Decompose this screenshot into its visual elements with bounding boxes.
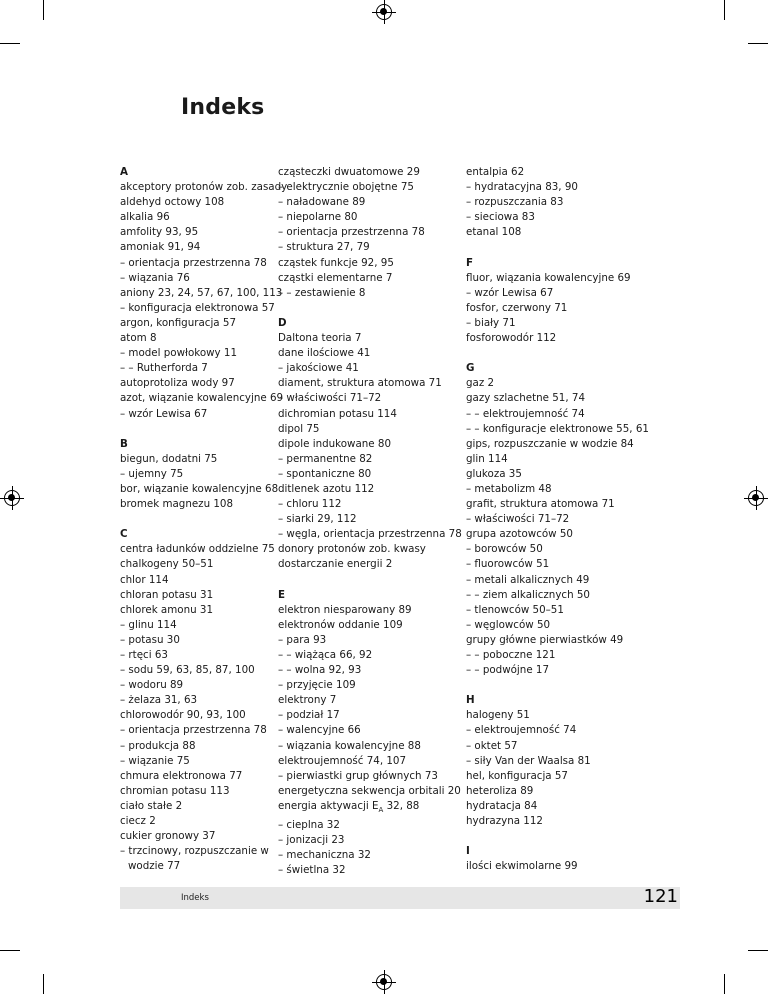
index-letter-heading: H <box>466 694 475 707</box>
index-entry: – sodu 59, 63, 85, 87, 100 <box>120 664 255 677</box>
index-entry: – orientacja przestrzenna 78 <box>278 226 425 239</box>
index-entry: cząsteczki dwuatomowe 29 <box>278 166 420 178</box>
index-column-2 <box>278 165 468 878</box>
index-gap <box>278 573 468 588</box>
index-entry: – wzór Lewisa 67 <box>466 286 554 299</box>
index-entry: glin 114 <box>466 452 508 465</box>
index-entry: – wiązania 76 <box>120 271 190 284</box>
index-entry: – wiązanie 75 <box>120 754 190 767</box>
index-entry: dipol 75 <box>278 422 320 435</box>
index-entry: – para 93 <box>278 633 327 646</box>
index-entry: grupy główne pierwiastków 49 <box>466 633 624 646</box>
index-entry: – ujemny 75 <box>120 467 184 480</box>
crop-mark-br-v <box>724 974 725 994</box>
index-gap <box>466 346 656 361</box>
index-entry: chloran potasu 31 <box>120 588 214 601</box>
index-entry: bromek magnezu 108 <box>120 498 234 511</box>
crop-mark-br-h <box>748 950 768 951</box>
index-entry: – elektrycznie obojętne 75 <box>278 181 414 194</box>
index-entry: hel, konfiguracja 57 <box>466 769 568 782</box>
index-entry: elektroujemność 74, 107 <box>278 754 407 767</box>
index-entry: grafit, struktura atomowa 71 <box>466 498 615 511</box>
index-gap <box>466 678 656 693</box>
index-entry: – niepolarne 80 <box>278 211 358 224</box>
index-letter-heading: C <box>120 528 128 541</box>
index-entry: – sieciowa 83 <box>466 211 535 224</box>
index-entry: chmura elektronowa 77 <box>120 769 243 782</box>
index-entry: – struktura 27, 79 <box>278 241 370 254</box>
index-entry: – elektroujemność 74 <box>466 724 577 737</box>
index-entry: elektron niesparowany 89 <box>278 603 412 616</box>
index-letter-heading: F <box>466 256 474 269</box>
index-entry: centra ładunków oddzielne 75 <box>120 543 275 556</box>
index-entry: – rtęci 63 <box>120 649 168 661</box>
index-entry: – model powłokowy 11 <box>120 347 238 360</box>
index-entry: energia aktywacji $E_A$ 32, 88 <box>278 799 420 814</box>
index-entry: ciecz 2 <box>120 815 156 828</box>
crop-mark-bl-v <box>43 974 44 994</box>
index-gap <box>466 240 656 255</box>
index-entry: cząstki elementarne 7 <box>278 271 393 284</box>
index-entry: – trzcinowy, rozpuszczanie w <box>120 845 269 858</box>
index-entry: amoniak 91, 94 <box>120 241 201 254</box>
index-entry: – węglowców 50 <box>466 618 551 631</box>
index-entry: Daltona teoria 7 <box>278 332 362 345</box>
index-entry: – – elektroujemność 74 <box>466 407 585 420</box>
index-entry: akceptory protonów zob. zasady <box>120 181 288 194</box>
index-entry: – pierwiastki grup głównych 73 <box>278 769 438 782</box>
index-entry: chlorek amonu 31 <box>120 603 213 616</box>
index-entry: – cieplna 32 <box>278 819 340 832</box>
index-entry: aldehyd octowy 108 <box>120 196 225 209</box>
registration-mark-top <box>376 4 392 20</box>
registration-mark-left <box>4 490 20 506</box>
index-entry: fluor, wiązania kowalencyjne 69 <box>466 271 631 284</box>
index-entry: entalpia 62 <box>466 166 525 178</box>
index-entry: – fluorowców 51 <box>466 558 550 571</box>
index-entry: – węgla, orientacja przestrzenna 78 <box>278 528 462 541</box>
index-letter-heading: I <box>466 845 470 858</box>
index-entry: – oktet 57 <box>466 739 518 752</box>
index-entry: chlorowodór 90, 93, 100 <box>120 709 246 722</box>
index-entry: elektrony 7 <box>278 694 337 707</box>
index-letter-heading: A <box>120 166 128 178</box>
index-entry: – świetlna 32 <box>278 864 346 877</box>
index-entry: hydratacja 84 <box>466 799 538 812</box>
index-entry: – hydratacyjna 83, 90 <box>466 181 578 194</box>
index-entry: – – zestawienie 8 <box>278 286 366 299</box>
index-entry: – żelaza 31, 63 <box>120 694 198 707</box>
index-entry: – właściwości 71–72 <box>466 513 570 526</box>
footer-label: Indeks <box>181 893 209 903</box>
index-entry: – chloru 112 <box>278 498 342 511</box>
index-entry: – potasu 30 <box>120 633 180 646</box>
index-entry: wodzie 77 <box>128 860 181 873</box>
index-entry: – wzór Lewisa 67 <box>120 407 208 420</box>
index-entry: – jakościowe 41 <box>278 362 359 375</box>
index-entry: aniony 23, 24, 57, 67, 100, 113 <box>120 286 283 299</box>
page-number: 121 <box>643 886 678 907</box>
index-entry: ilości ekwimolarne 99 <box>466 860 578 873</box>
index-entry: argon, konfiguracja 57 <box>120 316 236 329</box>
index-entry: halogeny 51 <box>466 709 530 722</box>
index-entry: gazy szlachetne 51, 74 <box>466 392 586 405</box>
index-entry: energetyczna sekwencja orbitali 20 <box>278 784 461 797</box>
index-entry: – orientacja przestrzenna 78 <box>120 724 267 737</box>
index-entry: elektronów oddanie 109 <box>278 618 403 631</box>
index-entry: gaz 2 <box>466 377 495 390</box>
index-entry: – tlenowców 50–51 <box>466 603 564 616</box>
index-letter-heading: E <box>278 588 286 601</box>
index-entry: autoprotoliza wody 97 <box>120 377 235 390</box>
index-entry: dipole indukowane 80 <box>278 437 392 450</box>
page-title: Indeks <box>181 95 265 120</box>
index-entry: – – konfiguracje elektronowe 55, 61 <box>466 422 649 435</box>
index-entry: – – Rutherforda 7 <box>120 362 208 375</box>
index-entry: – jonizacji 23 <box>278 834 345 847</box>
index-entry: glukoza 35 <box>466 467 522 480</box>
index-entry: dane ilościowe 41 <box>278 347 371 360</box>
index-entry: – mechaniczna 32 <box>278 849 371 862</box>
index-gap <box>466 829 656 844</box>
crop-mark-tl-h <box>0 43 20 44</box>
crop-mark-tr-v <box>724 0 725 20</box>
index-entry: dostarczanie energii 2 <box>278 558 393 571</box>
index-entry: cukier gronowy 37 <box>120 830 216 843</box>
index-entry: dichromian potasu 114 <box>278 407 397 420</box>
crop-mark-tr-h <box>748 43 768 44</box>
index-entry: alkalia 96 <box>120 211 170 224</box>
index-entry: – – podwójne 17 <box>466 664 550 677</box>
index-entry: – – wolna 92, 93 <box>278 664 362 677</box>
index-entry: donory protonów zob. kwasy <box>278 543 426 556</box>
index-entry: chlor 114 <box>120 573 169 586</box>
index-entry: amfolity 93, 95 <box>120 226 199 239</box>
index-entry: bor, wiązanie kowalencyjne 68 <box>120 482 279 495</box>
index-entry: atom 8 <box>120 332 157 345</box>
registration-mark-bottom <box>376 974 392 990</box>
index-entry: – glinu 114 <box>120 618 177 631</box>
index-entry: – – ziem alkalicznych 50 <box>466 588 590 601</box>
index-entry: – – wiążąca 66, 92 <box>278 649 373 661</box>
index-entry: – siły Van der Waalsa 81 <box>466 754 591 767</box>
index-entry: – metabolizm 48 <box>466 482 552 495</box>
index-entry: heteroliza 89 <box>466 784 534 797</box>
index-entry: – metali alkalicznych 49 <box>466 573 590 586</box>
index-entry: ciało stałe 2 <box>120 799 183 812</box>
index-entry: – walencyjne 66 <box>278 724 361 737</box>
index-entry: – naładowane 89 <box>278 196 366 209</box>
index-entry: – permanentne 82 <box>278 452 373 465</box>
index-entry: biegun, dodatni 75 <box>120 452 218 465</box>
crop-mark-bl-h <box>0 950 20 951</box>
index-entry: azot, wiązanie kowalencyjne 69 <box>120 392 284 405</box>
index-entry: – – poboczne 121 <box>466 649 556 661</box>
index-entry: – produkcja 88 <box>120 739 196 752</box>
index-column-3 <box>466 165 656 874</box>
index-entry: fosforowodór 112 <box>466 332 557 345</box>
index-entry: – wiązania kowalencyjne 88 <box>278 739 421 752</box>
index-entry: – orientacja przestrzenna 78 <box>120 256 267 269</box>
index-entry: ditlenek azotu 112 <box>278 482 375 495</box>
crop-mark-tl-v <box>43 0 44 20</box>
index-entry: etanal 108 <box>466 226 522 239</box>
registration-mark-right <box>748 490 764 506</box>
index-entry: – spontaniczne 80 <box>278 467 372 480</box>
index-entry: – biały 71 <box>466 316 516 329</box>
index-letter-heading: G <box>466 362 475 375</box>
index-entry: – siarki 29, 112 <box>278 513 357 526</box>
index-entry: cząstek funkcje 92, 95 <box>278 256 394 269</box>
index-entry: gips, rozpuszczanie w wodzie 84 <box>466 437 634 450</box>
index-entry: – wodoru 89 <box>120 679 184 692</box>
index-entry: hydrazyna 112 <box>466 815 543 828</box>
index-entry: – borowców 50 <box>466 543 543 556</box>
index-entry: chromian potasu 113 <box>120 784 230 797</box>
index-entry: fosfor, czerwony 71 <box>466 301 568 314</box>
index-entry: – przyjęcie 109 <box>278 679 356 692</box>
index-letter-heading: B <box>120 437 128 450</box>
index-entry: grupa azotowców 50 <box>466 528 573 541</box>
index-entry: diament, struktura atomowa 71 <box>278 377 442 390</box>
index-letter-heading: D <box>278 316 287 329</box>
index-entry: – rozpuszczania 83 <box>466 196 564 209</box>
index-entry: chalkogeny 50–51 <box>120 558 214 571</box>
index-entry: – podział 17 <box>278 709 340 722</box>
index-entry: – konfiguracja elektronowa 57 <box>120 301 275 314</box>
index-gap <box>278 301 468 316</box>
index-entry: – właściwości 71–72 <box>278 392 382 405</box>
